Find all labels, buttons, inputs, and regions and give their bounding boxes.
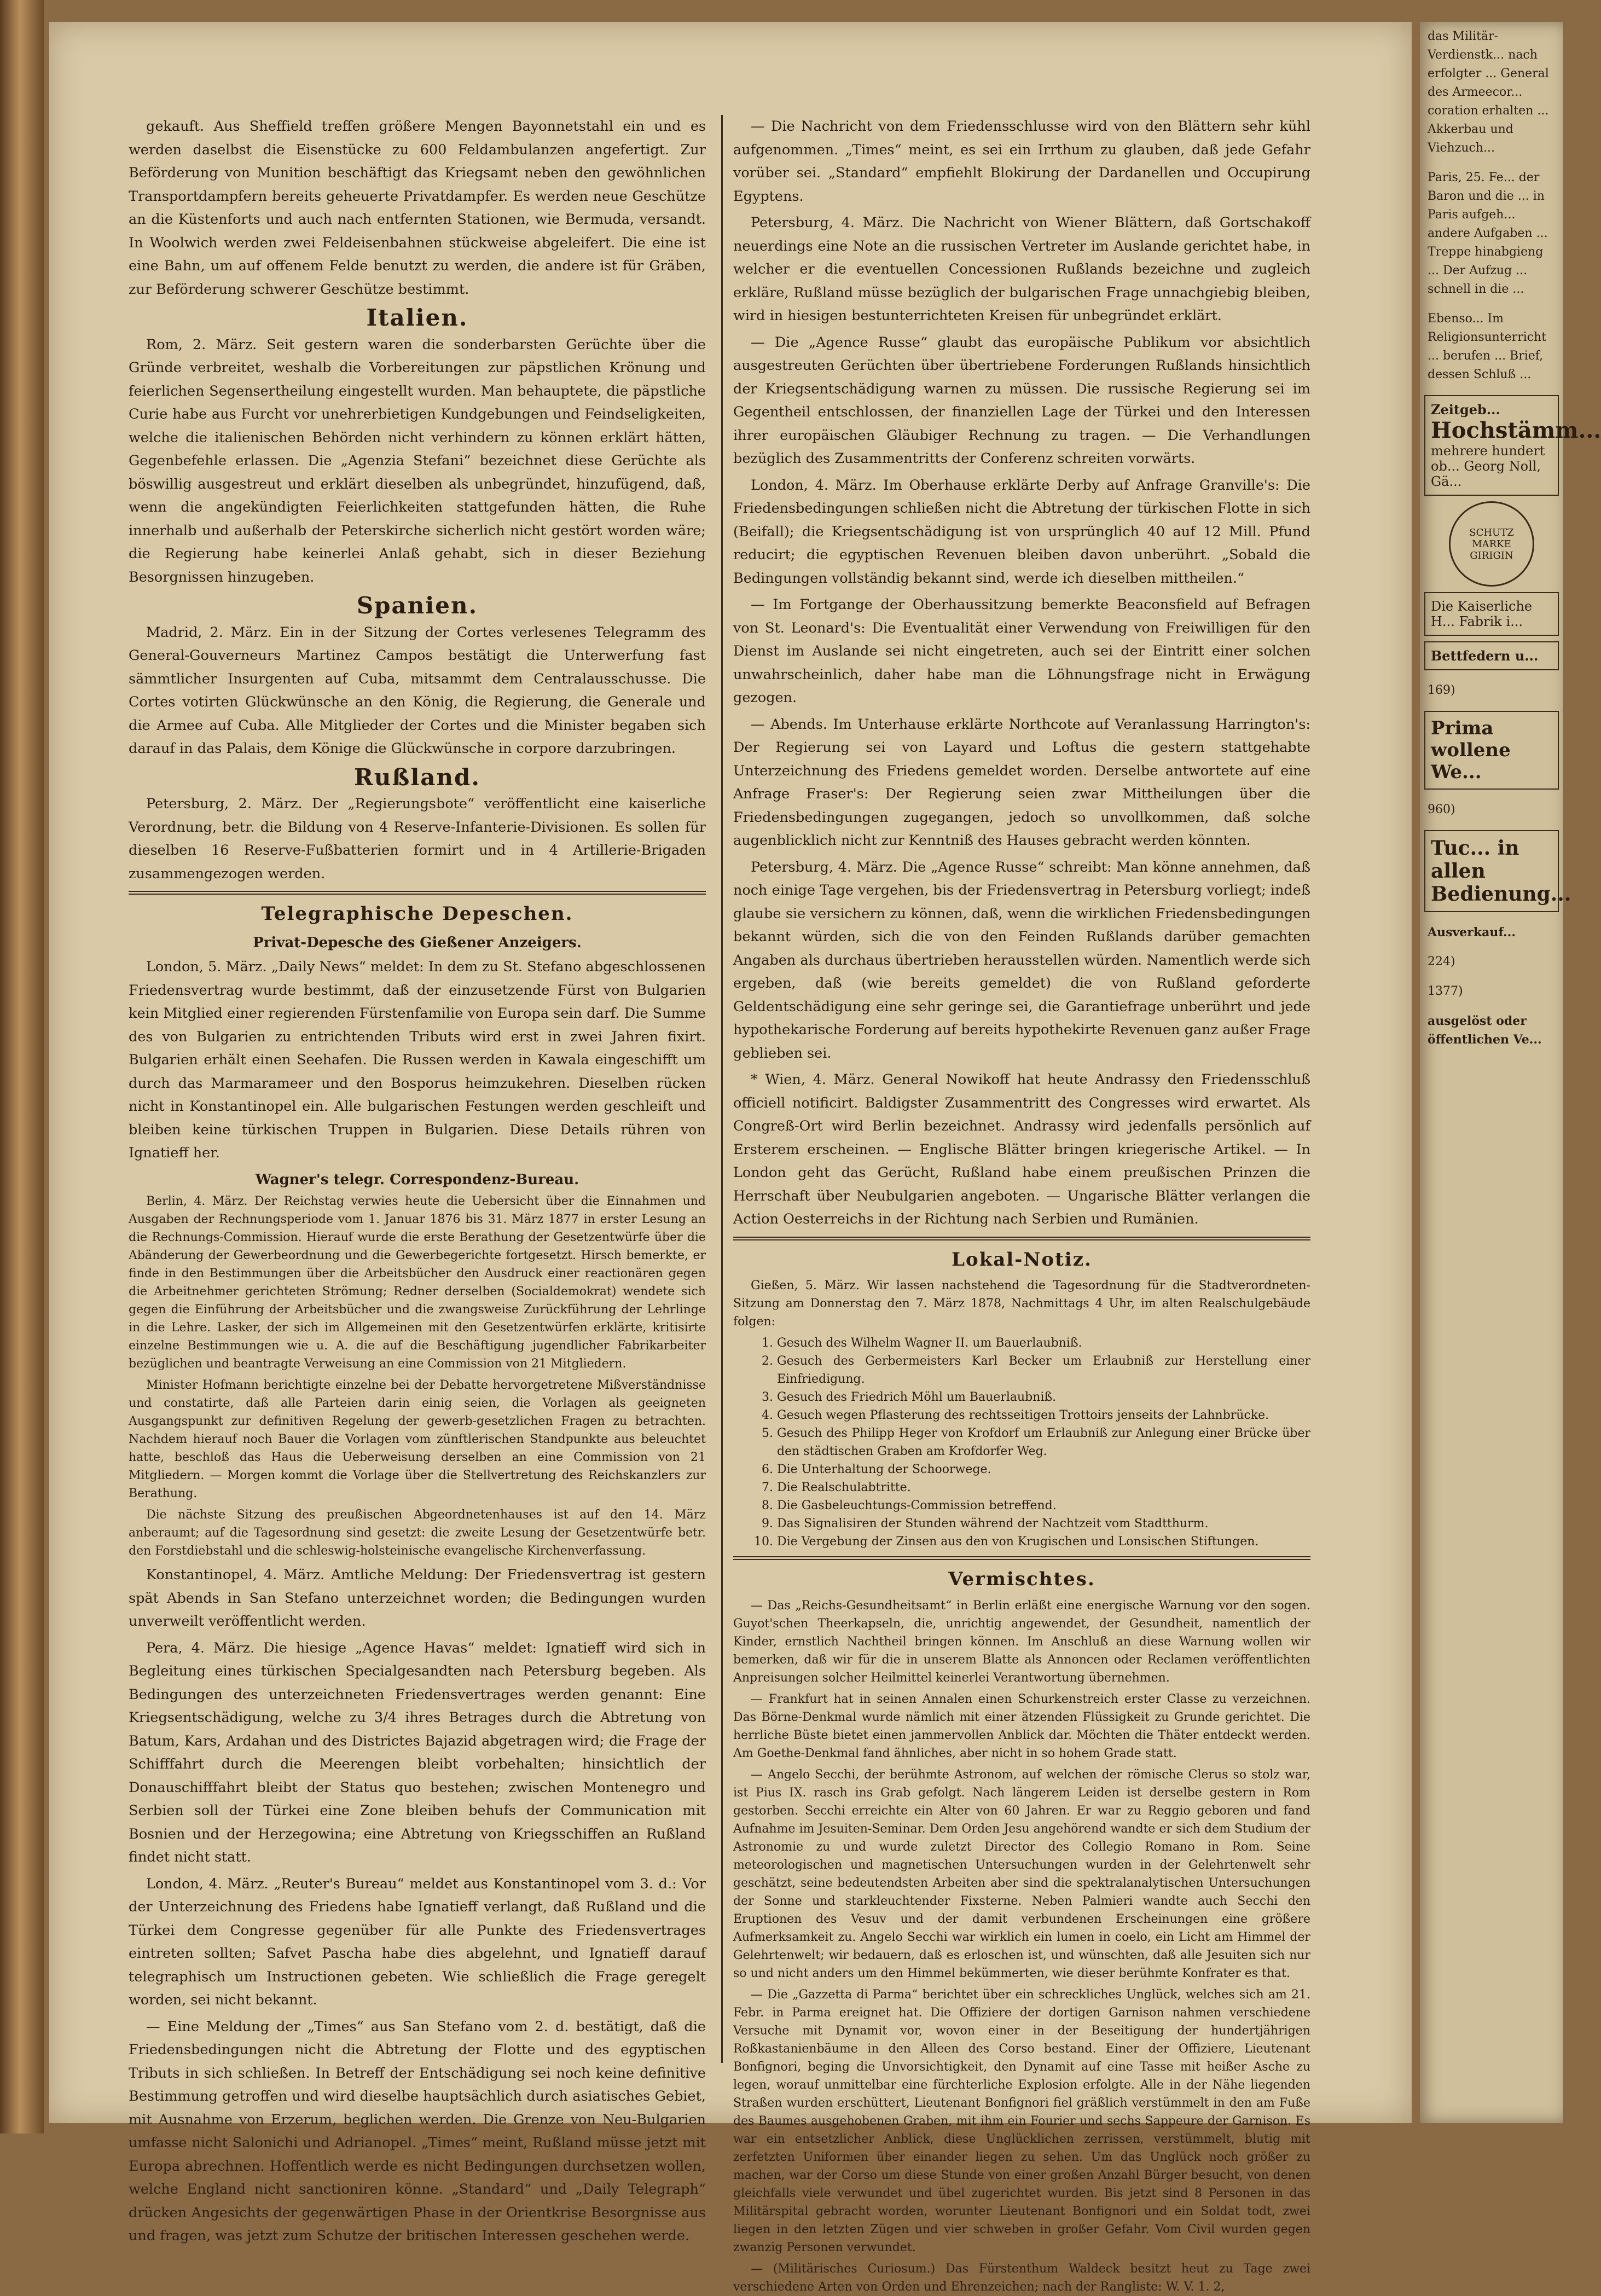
article-agence-russe: — Die „Agence Russe“ glaubt das europäische Publikum vor absichtlich ausgestreuten Gerüchten über übertriebene Forderungen Rußlands hinsichtlich der Kriegsentschädigung warnen zu müssen. Die russische Regierung sei im Gegentheil entschlossen, der finanziellen Lage der Türkei und den Interessen ihrer europäischen Gläubiger Rechnung zu tragen. — Die Verhandlungen bezüglich des Zusammentritts der Conferenz schreiten vorwärts. [733,334,1310,467]
article-london-5: London, 5. März. „Daily News“ meldet: In dem zu St. Stefano abgeschlossenen Friedensvertrag wurde bestimmt, daß der einzusetzende Fürst von Bulgarien kein Mitglied einer regierenden Fürstenfamilie von Europa sein darf. Die Summe des von Bulgarien zu entrichtenden Tributs wird erst in zwei Jahren fixirt. Bulgarien erhält einen Seehafen. Die Russen werden in Kawala eingeschifft um durch das Marmarameer und den Bosporus heimzukehren. Dieselben rücken nicht in Konstantinopel ein. Alle bulgarischen Festungen werden geschleift und bleiben keine türkischen Truppen in Bulgarien. Diese Details rühren von Ignatieff her. [129,959,706,1161]
article-rom: Rom, 2. März. Seit gestern waren die sonderbarsten Gerüchte über die Gründe verbreitet, weshalb die Vorbereitungen zur päpstlichen Krönung und feierlichen Segensertheilung eingestellt wurden. Man behauptete, die päpstliche Curie habe aus Furcht vor unehrerbietigen Kundgebungen und Feindseligkeiten, welche die italienischen Behörden nicht verhindern zu können erklärt hätten, Gegenbefehle erlassen. Die „Agenzia Stefani“ bezeichnet diese Gerüchte als böswillig ausgestreut und erklärt dieselben als unbegründet, hinzufügend, daß, wenn die angekündigten Feierlichkeiten stattgefunden hätten, die Ruhe innerhalb und außerhalb der Peterskirche sicherlich nicht gestört worden wäre; die Regierung habe keinerlei Anlaß gehabt, sich in dieser Beziehung Besorgnissen hinzugeben. [129,336,706,585]
ad-number: 960) [1428,803,1455,816]
list-item: 4. Gesuch wegen Pflasterung des rechtsseitigen Trottoirs jenseits der Lahnbrücke. [777,1406,1310,1424]
lokal-agenda-list [733,1334,1310,1551]
article-konstantinopel: Konstantinopel, 4. März. Amtliche Meldung: Der Friedensvertrag ist gestern spät Abends in San Stefano unterzeichnet worden; die Bedingungen wurden unverweilt veröffentlicht werden. [129,1567,706,1630]
heading-spanien: Spanien. [356,592,478,619]
adjacent-fragment-paris: Paris, 25. Fe... der Baron und die ... in Paris aufgeh... andere Aufgaben ... Treppe hinabgieng ... Der Aufzug ... schnell in die ... [1428,171,1548,296]
adjacent-fragment-top: das Militär-Verdienstk... nach erfolgter ... General des Armeecor... coration erhalten ... Akkerbau und Viehzuch... [1428,30,1549,155]
ad-number: 169) [1428,683,1455,697]
adjacent-bottom: ausgelöst oder öffentlichen Ve... [1428,1014,1542,1047]
list-item: 1. Gesuch des Wilhelm Wagner II. um Bauerlaubniß. [777,1334,1310,1352]
ad-tuc: Tuc... in allen Bedienung... [1424,830,1559,912]
ad-noll: mehrere hundert ob... Georg Noll, Gä... [1431,443,1545,489]
lokal-intro: Gießen, 5. März. Wir lassen nachstehend die Tagesordnung für die Stadtverordneten-Sitzung am Donnerstag den 7. März 1878, Nachmittags 4 Uhr, im alten Realschulgebäude folgen: [733,1279,1310,1329]
article-wien: * Wien, 4. März. General Nowikoff hat heute Andrassy den Friedensschluß officiell notificirt. Baldigster Zusammentritt des Congresses wird erwartet. Als Congreß-Ort wird Berlin bezeichnet. Andrassy wird jedenfalls persönlich auf Ersterem erscheinen. — Englische Blätter bringen kriegerische Artikel. — In London geht das Gerücht, Rußland habe einem preußischen Prinzen die Herrschaft über Neubulgarien angeboten. — Ungarische Blätter verlangen die Action Oesterreichs in der Richtung nach Serbien und Rumänien. [733,1071,1310,1227]
left-column [129,115,706,2244]
article-abends: — Abends. Im Unterhause erklärte Northcote auf Veranlassung Harrington's: Der Regierung sei von Layard und Loftus die gestern stattgehabte Unterzeichnung des Friedens gemeldet worden. Derselbe antwortete auf eine Anfrage Fraser's: Der Regierung seien zwar Mittheilungen über die Friedensbedingungen zugegangen, jedoch so unvollkommen, daß solche augenblicklich nicht zur Kenntniß des Hauses gebracht werden könnten. [733,716,1310,849]
article-sitzung: Die nächste Sitzung des preußischen Abgeordnetenhauses ist auf den 14. März anberaumt; auf die Tagesordnung sind gesetzt: die zweite Lesung der Gesetzentwürfe betr. den Forstdiebstahl und die schleswig-holsteinische evangelische Kirchenverfassung. [129,1508,706,1558]
ad-zeitgeb [1424,395,1601,496]
heading-privat-depesche: Privat-Depesche des Gießener Anzeigers. [253,934,582,951]
article-hofmann: Minister Hofmann berichtigte einzelne bei der Debatte hervorgetretene Mißverständnisse und constatirte, daß alle Parteien darin einig seien, die Vorlagen als geeigneten Ausgangspunkt zur definitiven Regelung der gewerb-gesetzlichen Fragen zu betrachten. Nachdem hierauf noch Bauer die Vorlagen vom zünftlerischen Standpunkte aus beleuchtet hatte, beschloß das Haus die Ueberweisung derselben an eine Commission von 21 Mitgliedern. — Morgen kommt die Vorlage über die Stellvertretung des Reichskanzlers zur Berathung. [129,1378,706,1500]
ad-number: 224) [1428,955,1455,969]
ad-hochstamm: Hochstämm... [1431,418,1601,443]
article-petersburg-4: Petersburg, 4. März. Die Nachricht von Wiener Blättern, daß Gortschakoff neuerdings eine Note an die russischen Vertreter im Auslande gerichtet habe, in welcher er die eventuellen Concessionen Rußlands bezeichne und zugleich erkläre, Rußland müsse bezüglich der bulgarischen Frage unnachgiebig bleiben, wird in hiesigen bestunterrichteten Kreisen für unbegründet erklärt. [733,214,1310,324]
list-item: 9. Das Signalisiren der Stunden während der Nachtzeit vom Stadtthurm. [777,1515,1310,1533]
trademark-stamp: SCHUTZ MARKE GIRIGIN [1449,501,1534,587]
article-london-oberhaus: London, 4. März. Im Oberhause erklärte Derby auf Anfrage Granville's: Die Friedensbedingungen schließen nicht die Abtretung der türkischen Flotte in sich (Beifall); die Kriegsentschädigung ist von ursprünglich 40 auf 12 Mill. Pfund reducirt; die egyptischen Revenuen bleiben davon unberührt. „Sobald die Bedingungen vollständig bekannt sind, werde ich dieselben mittheilen.“ [733,477,1310,587]
column-rule [721,115,723,2063]
adjacent-fragment-mid: Ebenso... Im Religionsunterricht ... berufen ... Brief, dessen Schluß ... [1428,312,1547,381]
article-frankfurt: — Frankfurt hat in seinen Annalen einen Schurkenstreich erster Classe zu verzeichnen. Das Börne-Denkmal wurde nämlich mit einer ätzenden Flüssigkeit zu Grunde gerichtet. Die herrliche Büste bietet einen jammervollen Anblick dar. Möchten die Thäter entdeckt werden. Am Goethe-Denkmal fand ähnliches, aber nicht in so hohem Grade statt. [733,1692,1310,1760]
article-madrid: Madrid, 2. März. Ein in der Sitzung der Cortes verlesenes Telegramm des General-Gouverneurs Martinez Campos bestätigt die Unterwerfung fast sämmtlicher Insurgenten auf Cuba, mitsammt dem Centralausschusse. Die Cortes votirten Glückwünsche an den König, die Regierung, die Generale und die Armee auf Cuba. Alle Mitglieder der Cortes und die Minister begaben sich darauf in das Palais, dem Könige die Glückwünsche in corpore darzubringen. [129,624,706,757]
heading-telegraph: Telegraphische Depeschen. [261,903,573,925]
list-item: 8. Die Gasbeleuchtungs-Commission betreffend. [777,1497,1310,1515]
right-column [733,115,1310,2294]
article-times: — Eine Meldung der „Times“ aus San Stefano vom 2. d. bestätigt, daß die Friedensbedingungen nicht die Abtretung der Flotte und des egyptischen Tributs in sich schließen. In Betreff der Entschädigung sei noch keine definitive Bestimmung getroffen und wird dieselbe hauptsächlich durch asiatisches Gebiet, mit Ausnahme von Erzerum, beglichen werden. Die Grenze von Neu-Bulgarien umfasse nicht Salonichi und Adrianopel. „Times“ meint, Rußland müsse jetzt mit Europa abrechnen. Hoffentlich werde es nicht Bedingungen durchsetzen wollen, welche England nicht sanctioniren könne. „Standard“ und „Daily Telegraph“ drücken Angesichts der gegenwärtigen Phase in der Orientkrise Besorgnisse aus und fragen, was jetzt zum Schutze der britischen Interessen geschehen werde. [129,2018,706,2244]
list-item: 7. Die Realschulabtritte. [777,1479,1310,1497]
ad-prima: Prima wollene We... [1424,711,1559,790]
list-item: 10. Die Vergebung der Zinsen aus den von Krugischen und Lonsischen Stiftungen. [777,1533,1310,1551]
article-reichsgesundheitsamt: — Das „Reichs-Gesundheitsamt“ in Berlin erläßt eine energische Warnung vor den sogen. Guyot'schen Theerkapseln, die, unrichtig angewendet, der Gesundheit, namentlich der Kinder, ernstlich Nachtheil bringen können. Im Anschluß an diese Warnung wollen wir bemerken, daß wir für die in unserem Blatte als Annoncen oder Reclamen veröffentlichten Anpreisungen solcher Heilmittel keinerlei Verantwortung übernehmen. [733,1598,1310,1685]
ad-number: 1377) [1428,984,1463,998]
book-spine-edge [0,0,44,2133]
article-petersburg-4b: Petersburg, 4. März. Die „Agence Russe“ schreibt: Man könne annehmen, daß noch einige Tage vergehen, bis der Friedensvertrag in Petersburg vorliegt; indeß glaube sie versichern zu können, daß, wenn die wirklichen Friedensbedingungen bekannt würden, sich die von den Feinden Rußlands darüber gemachten Angaben als durchaus übertrieben herausstellen würden. Namentlich werde sich ergeben, daß (wie bereits gemeldet) die von Rußland geforderte Geldentschädigung eine sehr geringe sei, die Garantiefrage unberührt und jede hypothekarische Forderung auf bereits hypothekirte Revenuen ganz außer Frage geblieben sei. [733,859,1310,1062]
article-intro: gekauft. Aus Sheffield treffen größere Mengen Bayonnetstahl ein und es werden daselbst die Eisenstücke zu 600 Feldambulanzen angefertigt. Zur Beförderung von Munition beschäftigt das Kriegsamt neben den gewöhnlichen Transportdampfern bereits geheuerte Privatdampfer. Es werden neue Geschütze an die Küstenforts und auch nach entfernten Stationen, wie Bermuda, versandt. In Woolwich werden zwei Feldeisenbahnen stückweise abgeleifert. Die eine ist eine Bahn, um auf offenem Felde benutzt zu werden, die andere ist für Gräben, zur Beförderung schwerer Geschütze bestimmt. [129,118,706,298]
heading-wagner-bureau: Wagner's telegr. Correspondenz-Bureau. [255,1171,579,1188]
article-oberhaus-fortgang: — Im Fortgange der Oberhaussitzung bemerkte Beaconsfield auf Befragen von St. Leonard's: Die Eventualität einer Verwendung von Freiwilligen für den Dienst im Auslande sei nicht eingetreten, auch sei der Eintritt einer solchen unwahrscheinlich, daher habe man die Löhnungsfrage nicht in Erwägung gezogen. [733,596,1310,706]
section-divider [733,1556,1310,1560]
article-curiosum: — (Militärisches Curiosum.) Das Fürstenthum Waldeck besitzt heut zu Tage zwei verschiedene Arten von Orden und Ehrenzeichen; nach der Rangliste: W. V. 1. 2, [733,2262,1310,2294]
list-item: 5. Gesuch des Philipp Heger von Krofdorf um Erlaubniß zur Anlegung einer Brücke über den städtischen Graben am Krofdorfer Weg. [777,1424,1310,1460]
article-london-4: London, 4. März. „Reuter's Bureau“ meldet aus Konstantinopel vom 3. d.: Vor der Unterzeichnung des Friedens habe Ignatieff verlangt, daß Rußland und die Türkei dem Congresse gegenüber für alle Punkte des Friedensvertrages eintreten sollten; Safvet Pascha habe dies abgelehnt, und Ignatieff darauf telegraphisch um Instructionen gebeten. Wie schließlich die Frage geregelt worden, sei nicht bekannt. [129,1875,706,2008]
ad-kaiserliche: Die Kaiserliche H... Fabrik i... [1424,592,1559,636]
article-secchi: — Angelo Secchi, der berühmte Astronom, auf welchen der römische Clerus so stolz war, ist Pius IX. rasch ins Grab gefolgt. Nach längerem Leiden ist derselbe gestern in Rom gestorben. Secchi erreichte ein Alter von 60 Jahren. Er war zu Reggio geboren und fand Aufnahme im Jesuiten-Seminar. Dem Orden Jesu angehörend wandte er sich dem Studium der Astronomie zu und wurde zuletzt Director des Collegio Romano in Rom. Seine meteorologischen und magnetischen Untersuchungen wurden in der Gelehrtenwelt sehr geschätzt, seine bedeutendsten Arbeiten aber sind die spektralanalytischen Untersuchungen der Sonne und starkleuchtender Fixsterne. Neben Palmieri wandte auch Secchi den Eruptionen des Vesuv und der damit verbundenen Erscheinungen eine größere Aufmerksamkeit zu. Angelo Secchi war wirklich ein lumen in coelo, ein Licht am Himmel der Gelehrtenwelt; wir bedauern, daß es erloschen ist, und wünschten, daß alle Jesuiten sich nur so und nicht anders um den Himmel bekümmerten, wie dieser berühmte Konfrater es that. [733,1767,1310,1980]
article-pera: Pera, 4. März. Die hiesige „Agence Havas“ meldet: Ignatieff wird sich in Begleitung eines türkischen Specialgesandten nach Petersburg begeben. Als Bedingungen des unterzeichneten Friedensvertrages werden genannt: Eine Kriegsentschädigung, welche zu 3/4 ihres Betrages durch die Abtretung von Batum, Kars, Ardahan und des Districtes Bajazid abgetragen wird; die Frage der Schifffahrt durch die Meerengen bleibt vorbehalten; hinsichtlich der Donauschifffahrt bleibt der Status quo bestehen; zwischen Montenegro und Serbien soll der Türkei eine Zone bleiben behufs der Communication mit Bosnien und der Herzegowina; eine Abtretung von Kriegsschiffen an Rußland findet nicht statt. [129,1639,706,1865]
list-item: 2. Gesuch des Gerbermeisters Karl Becker um Erlaubniß zur Herstellung einer Einfriedigung. [777,1352,1310,1388]
article-petersburg: Petersburg, 2. März. Der „Regierungsbote“ veröffentlicht eine kaiserliche Verordnung, betr. die Bildung von 4 Reserve-Infanterie-Divisionen. Es sollen für dieselben 16 Reserve-Fußbatterien formirt und in 4 Artillerie-Brigaden zusammengezogen werden. [129,796,706,882]
list-item: 3. Gesuch des Friedrich Möhl um Bauerlaubniß. [777,1388,1310,1406]
section-divider [733,1237,1310,1240]
section-divider [129,891,706,895]
list-item: 6. Die Unterhaltung der Schoorwege. [777,1460,1310,1479]
ad-ausverkauf: Ausverkauf... [1428,925,1516,940]
ad-bettfedern: Bettfedern u... [1424,641,1559,670]
article-parma: — Die „Gazzetta di Parma“ berichtet über ein schreckliches Unglück, welches sich am 21. Febr. in Parma ereignet hat. Die Offiziere der dortigen Garnison nahmen verschiedene Versuche mit Dynamit vor, wovon einer in der Beseitigung der hundertjährigen Roßkastanienbäume in den Alleen des Corso bestand. Einer der Offiziere, Lieutenant Bonfignori, beging die Unvorsichtigkeit, den Dynamit auf eine Tasse mit heißer Asche zu legen, worauf unmittelbar eine fürchterliche Explosion erfolgte. Alle in der Nähe liegenden Straßen wurden erschüttert, Lieutenant Bonfignori fiel gräßlich verstümmelt in den am Fuße des Baumes ausgehobenen Graben, mit ihm ein Fourier und sechs Sappeure der Garnison. Es war ein entsetzlicher Anblick, diese Unglücklichen zerrissen, verstümmelt, blutig mit zerfetzten Uniformen über einander liegen zu sehen. Um das Unglück noch größer zu machen, war der Corso um diese Stunde von einer großen Anzahl Bürger besucht, von denen gleichfalls viele verwundet und übel zugerichtet wurden. Bis jetzt sind 8 Personen in das Militärspital gebracht worden, worunter Lieutenant Bonfignori und ein Soldat todt, zwei liegen in den letzten Zügen und vier schweben in großer Gefahr. Vom Civil wurden gegen zwanzig Personen verwundet. [733,1987,1310,2254]
adjacent-page [1420,22,1601,2123]
heading-russland: Rußland. [353,763,481,791]
heading-vermischtes: Vermischtes. [948,1568,1095,1590]
heading-italien: Italien. [366,304,468,331]
ad-heading: Zeitgeb... [1431,402,1500,418]
article-berlin: Berlin, 4. März. Der Reichstag verwies heute die Uebersicht über die Einnahmen und Ausgaben der Rechnungsperiode vom 1. Januar 1876 bis 31. März 1877 in erster Lesung an die Rechnungs-Commission. Hierauf wurde die erste Berathung der Gesetzentwürfe über die Abänderung der Gewerbeordnung und die Gewerbegerichte fortgesetzt. Hirsch bemerkte, er finde in den Bestimmungen über die Arbeitsbücher den Ausdruck einer reactionären gegen die Arbeitnehmer gerichteten Strömung; Redner derselben (Socialdemokrat) wendete sich gegen die Einführung der Arbeitsbücher und die zwangsweise Zurückführung der Lehrlinge in die Lehre. Lasker, der sich im Allgemeinen mit den Gesetzentwürfen erklärte, kritisirte einzelne Bestimmungen wie u. A. die auf die Beschäftigung jugendlicher Fabrikarbeiter bezüglichen und beantragte Verweisung an eine Commission von 21 Mitgliedern. [129,1195,706,1371]
article-nachricht: — Die Nachricht von dem Friedensschlusse wird von den Blättern sehr kühl aufgenommen. „Times“ meint, es sei ein Irrthum zu glauben, daß jede Gefahr vorüber sei. „Standard“ empfiehlt Blokirung der Dardanellen und Occupirung Egyptens. [733,118,1310,205]
heading-lokal-notiz: Lokal-Notiz. [952,1248,1092,1271]
